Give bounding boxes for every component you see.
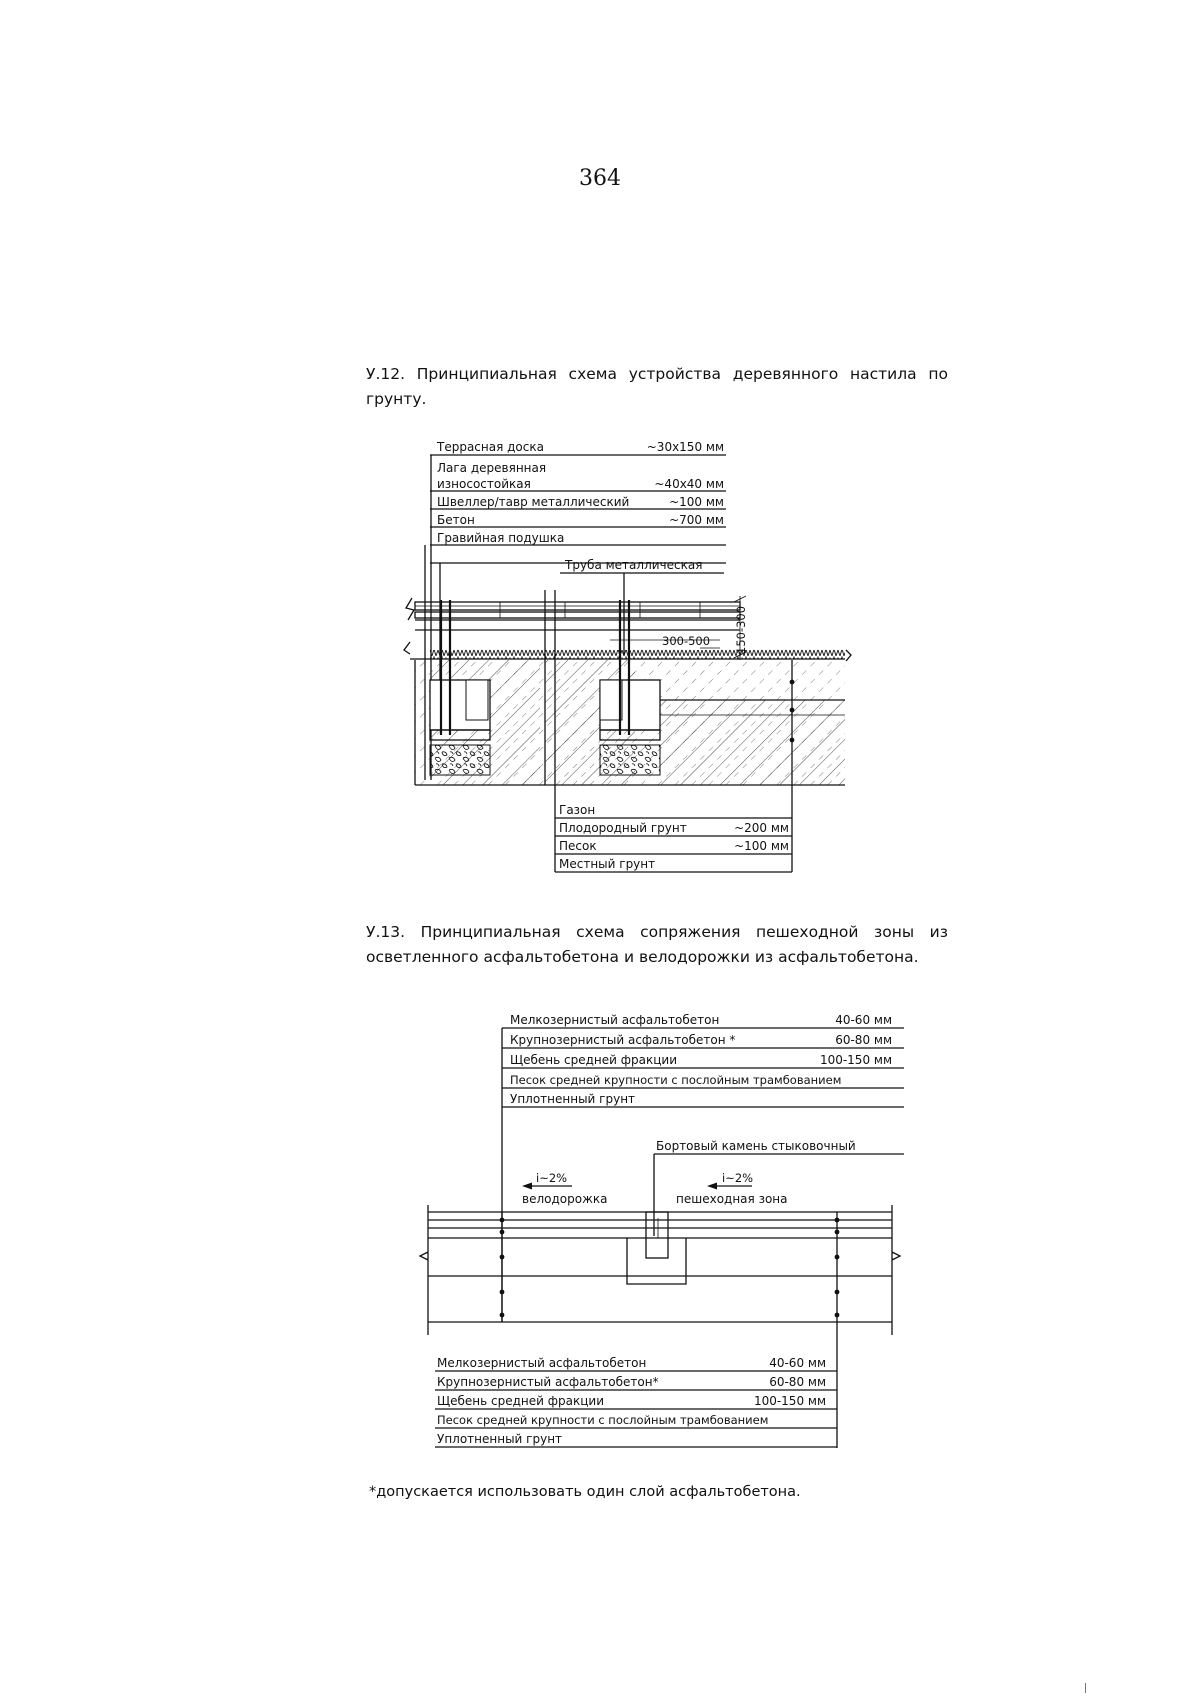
page-number: 364 xyxy=(579,166,621,191)
top-layer-size: 60-80 мм xyxy=(835,1033,892,1047)
curb-label: Бортовый камень стыковочный xyxy=(656,1139,856,1153)
concrete-footing xyxy=(600,600,660,775)
ground-layer-name: Плодородный грунт xyxy=(559,821,687,835)
figure-12-caption: У.12. Принципиальная схема устройства деревянного настила по грунту. xyxy=(366,365,948,408)
ground-layer-size: ~100 мм xyxy=(734,839,789,853)
ground-layer-name: Газон xyxy=(559,803,596,817)
figure-13-drawing xyxy=(420,1013,904,1448)
fig12-ground-legend xyxy=(555,803,792,872)
fig13-top-legend xyxy=(502,1013,904,1107)
top-layer-name: Крупнозернистый асфальтобетон * xyxy=(510,1033,736,1047)
concrete-footing xyxy=(430,600,490,775)
figure-13-caption: У.13. Принципиальная схема сопряжения пешеходной зоны из осветленного асфальтобетона и велодорожки из асфальтобетона. xyxy=(366,923,948,966)
dim-height: 150-300 xyxy=(734,605,748,654)
scan-edge-mark xyxy=(1085,1683,1086,1693)
fig12-layer-name: Гравийная подушка xyxy=(437,531,565,545)
top-layer-size: 40-60 мм xyxy=(835,1013,892,1027)
fig12-layer-name: Лага деревянная xyxy=(437,461,547,475)
top-layer-name: Щебень средней фракции xyxy=(510,1053,678,1067)
slope-right: i~2% xyxy=(722,1171,754,1185)
zone-left: велодорожка xyxy=(522,1192,608,1206)
bottom-layer-name: Песок средней крупности с послойным трамбованием xyxy=(437,1413,769,1427)
bottom-layer-size: 60-80 мм xyxy=(769,1375,826,1389)
fig12-layer-name: Бетон xyxy=(437,513,475,527)
dim-spacing: 300-500 xyxy=(662,634,711,648)
top-layer-name: Мелкозернистый асфальтобетон xyxy=(510,1013,720,1027)
fig12-layer-name: Террасная доска xyxy=(437,440,544,454)
fig12-layer-name: износостойкая xyxy=(437,477,531,491)
ground-layer-size: ~200 мм xyxy=(734,821,789,835)
bottom-layer-size: 100-150 мм xyxy=(753,1394,826,1408)
slope-left: i~2% xyxy=(536,1171,568,1185)
fig12-layer-size: ~700 мм xyxy=(669,513,724,527)
fig12-layer-name: Швеллер/тавр металлический xyxy=(437,495,630,509)
ground-layer-name: Песок xyxy=(559,839,597,853)
zone-right: пешеходная зона xyxy=(676,1192,788,1206)
bottom-layer-name: Мелкозернистый асфальтобетон xyxy=(437,1356,647,1370)
ground-layer-name: Местный грунт xyxy=(559,857,656,871)
top-layer-name: Уплотненный грунт xyxy=(510,1092,636,1106)
bottom-layer-name: Уплотненный грунт xyxy=(437,1432,563,1446)
top-layer-name: Песок средней крупности с послойным трамбованием xyxy=(510,1073,842,1087)
fig13-bottom-legend xyxy=(435,1356,837,1447)
fig12-layer-size: ~40x40 мм xyxy=(654,477,724,491)
bottom-layer-name: Крупнозернистый асфальтобетон* xyxy=(437,1375,659,1389)
bottom-layer-name: Щебень средней фракции xyxy=(437,1394,605,1408)
fig12-layer-size: ~30x150 мм xyxy=(646,440,724,454)
deck-section xyxy=(406,598,740,630)
footnote: *допускается использовать один слой асфальтобетона. xyxy=(369,1484,801,1500)
fig12-layer-size: ~100 мм xyxy=(669,495,724,509)
pipe-label: Труба металлическая xyxy=(565,558,703,572)
bottom-layer-size: 40-60 мм xyxy=(769,1356,826,1370)
top-layer-size: 100-150 мм xyxy=(819,1053,892,1067)
